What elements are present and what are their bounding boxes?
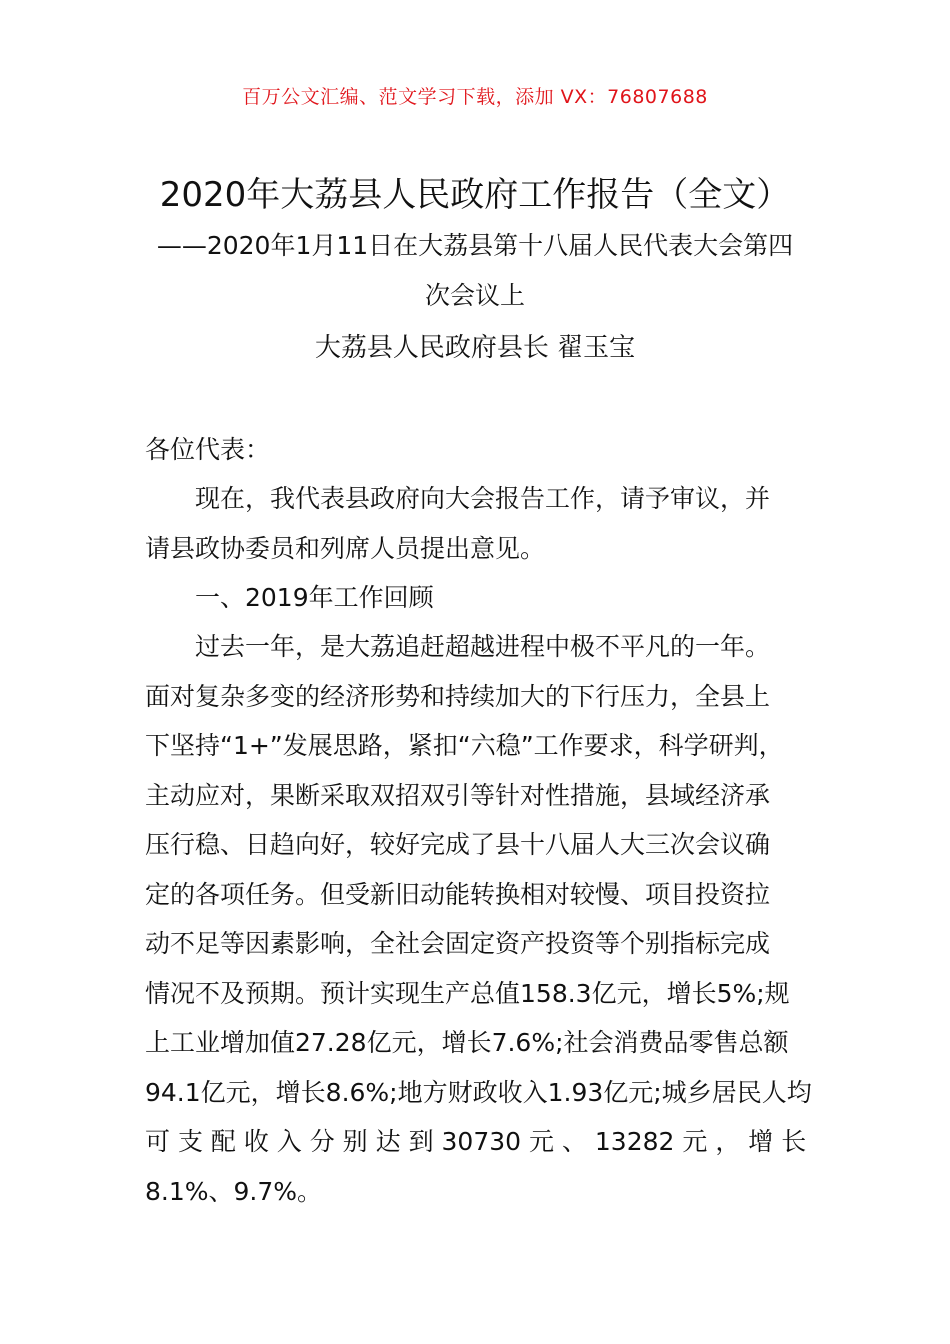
paragraph-line: 面对复杂多变的经济形势和持续加大的下行压力，全县上 <box>145 681 771 711</box>
paragraph-line: 请县政协委员和列席人员提出意见。 <box>145 533 546 563</box>
paragraph-review <box>145 622 812 1216</box>
paragraph-line: 压行稳、日趋向好，较好完成了县十八届人大三次会议确 <box>145 830 771 859</box>
paragraph-line: 现在，我代表县政府向大会报告工作，请予审议，并 <box>195 484 771 513</box>
paragraph-line: 定的各项任务。但受新旧动能转换相对较慢、项目投资拉 <box>145 879 771 909</box>
paragraph-line: 上工业增加值27.28亿元，增长7.6%;社会消费品零售总额 <box>145 1028 789 1057</box>
paragraph-line: 下坚持“1+”发展思路，紧扣“六稳”工作要求，科学研判， <box>145 731 784 760</box>
subtitle-line-1: ——2020年1月11日在大荔县第十八届人民代表大会第四 <box>156 231 794 260</box>
paragraph-intro <box>145 474 807 573</box>
author-line: 大荔县人民政府县长 翟玉宝 <box>314 333 636 363</box>
header-ad-note: 百万公文汇编、范文学习下载，添加 VX：76807688 <box>242 86 708 108</box>
paragraph-line: 8.1%、9.7%。 <box>145 1176 323 1206</box>
paragraph-line: 94.1亿元，增长8.6%;地方财政收入1.93亿元;城乡居民人均 <box>145 1077 812 1107</box>
subtitle-line-2: 次会议上 <box>424 281 525 310</box>
paragraph-line: 动不足等因素影响，全社会固定资产投资等个别指标完成 <box>145 929 771 958</box>
paragraph-line: 可 支 配 收 入 分 别 达 到 30730 元 、 13282 元 ， 增 长 <box>145 1127 807 1156</box>
document-title: 2020年大荔县人民政府工作报告（全文） <box>159 175 791 215</box>
paragraph-line: 情况不及预期。预计实现生产总值158.3亿元，增长5%;规 <box>145 978 790 1008</box>
paragraph-line: 主动应对，果断采取双招双引等针对性措施，县域经济承 <box>145 780 771 810</box>
salutation: 各位代表： <box>145 435 271 464</box>
section-heading: 一、2019年工作回顾 <box>195 583 434 612</box>
paragraph-line: 过去一年，是大荔追赶超越进程中极不平凡的一年。 <box>195 632 771 661</box>
